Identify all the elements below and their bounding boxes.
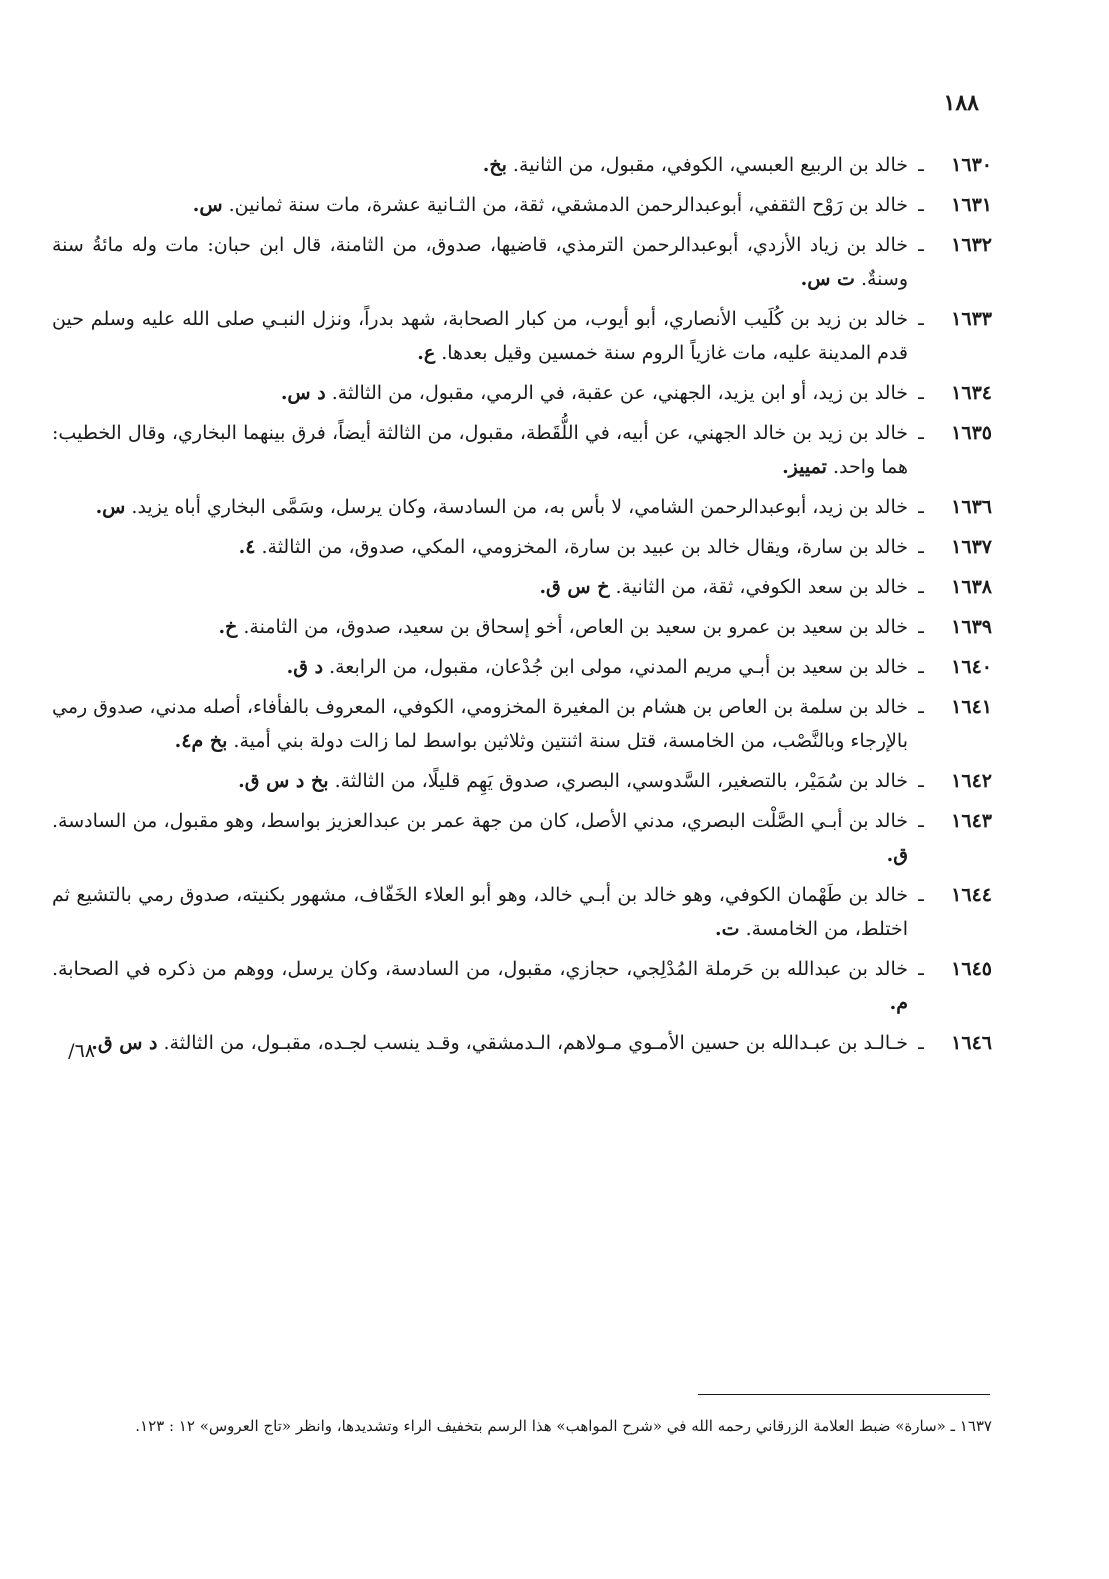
entry [52,188,992,222]
entry-text [52,952,908,1020]
entry-dash: ـ [918,884,924,906]
entry-text [52,188,908,222]
entry [52,302,992,370]
entry-dash: ـ [918,382,924,404]
entry-text [52,878,908,946]
entry-body: خالد بن سلمة بن العاص بن هشام بن المغيرة المخزومي، الكوفي، المعروف بالفأفاء، أصله مدني، صدوق رمي بالإرجاء وبالنَّصْب، من الخامسة، قتل سنة اثنتين وثلاثين بواسط لما زالت دولة بني أمية. [52,696,908,752]
entry [52,764,992,798]
entry-dash: ـ [918,1032,924,1054]
entry-codes: ت. [715,918,740,940]
entry-number: ١٦٣٩ [951,616,992,638]
entry [52,148,992,182]
entry-text [52,228,908,296]
entry [52,610,992,644]
entry-text [52,148,908,182]
footnote-separator [698,1394,990,1395]
entry-dash: ـ [918,536,924,558]
entry [52,1026,992,1060]
entry-body: خالد بن زيد، أبوعبدالرحمن الشامي، لا بأس به، من السادسة، وكان يرسل، وسَمَّى البخاري أباه يزيد. [131,496,908,518]
entry-number: ١٦٣٨ [951,576,992,598]
entry-number: ١٦٣١ [951,194,992,216]
entry-text [52,490,908,524]
entry-dash: ـ [918,308,924,330]
entry [52,530,992,564]
entry-text [52,764,908,798]
entry [52,650,992,684]
entry-dash: ـ [918,958,924,980]
entry [52,952,992,1020]
entry-number: ١٦٣٢ [951,234,992,256]
entry-body: خـالـد بن عبـدالله بن حسين الأمـوي مـولاهم، الـدمشقي، وقـد ينسب لجـده، مقبـول، من الثالثة. [163,1032,908,1054]
entry-number: ١٦٤٥ [951,958,992,980]
entry-codes: بخ د س ق. [238,770,329,792]
entry-codes: د س ق. [91,1032,158,1054]
entry-codes: خ. [218,616,238,638]
entry-body: خالد بن طَهْمان الكوفي، وهو خالد بن أبـي خالد، وهو أبو العلاء الخَفّاف، مشهور بكنيته، صدوق رمي بالتشيع ثم اختلط، من الخامسة. [52,884,908,940]
entry-codes: ق. [886,844,908,866]
entry-number: ١٦٤٣ [951,810,992,832]
entry-dash: ـ [918,194,924,216]
entry [52,228,992,296]
entry-body: خالد بن سارة، ويقال خالد بن عبيد بن سارة، المخزومي، المكي، صدوق، من الثالثة. [261,536,908,558]
entry [52,376,992,410]
entry-dash: ـ [918,422,924,444]
entry-codes: م. [889,992,908,1014]
entry-codes: د س. [280,382,326,404]
entry-number: ١٦٣٧ [951,536,992,558]
entry-number: ١٦٤٠ [951,656,992,678]
entry-codes: بخ م٤. [174,730,228,752]
entry-number: ١٦٣٣ [951,308,992,330]
entry-text [52,302,908,370]
entry-body: خالد بن الربيع العبسي، الكوفي، مقبول، من الثانية. [512,154,908,176]
entry-number: ١٦٣٥ [951,422,992,444]
entries-list [52,148,992,1066]
entry-body: خالد بن سعد الكوفي، ثقة، من الثانية. [615,576,908,598]
entry-text [52,416,908,484]
margin-note: ٦٨/ [68,1040,95,1062]
entry-dash: ـ [918,576,924,598]
entry-text [52,1026,908,1060]
entry-text [52,804,908,872]
entry-codes: س. [95,496,126,518]
entry-body: خالد بن عبدالله بن حَرملة المُدْلِجي، حجازي، مقبول، من السادسة، وكان يرسل، ووهم من ذكره في الصحابة. [52,958,908,980]
entry [52,490,992,524]
entry-number: ١٦٤٢ [951,770,992,792]
entry-dash: ـ [918,770,924,792]
entry-body: خالد بن أبـي الصَّلْت البصري، مدني الأصل، كان من جهة عمر بن عبدالعزيز بواسط، وهو مقبول، من السادسة. [52,810,908,832]
entry [52,878,992,946]
entry-body: خالد بن سُمَيْر، بالتصغير، السَّدوسي، البصري، صدوق يَهِم قليلًا، من الثالثة. [334,770,908,792]
entry-codes: ع. [417,342,436,364]
entry-codes: ٤. [238,536,256,558]
entry-body: خالد بن سعيد بن أبـي مريم المدني، مولى ابن جُدْعان، مقبول، من الرابعة. [329,656,908,678]
entry-body: خالد بن زيد، أو ابن يزيد، الجهني، عن عقبة، في الرمي، مقبول، من الثالثة. [331,382,908,404]
entry-text [52,690,908,758]
entry-number: ١٦٣٦ [951,496,992,518]
entry-dash: ـ [918,496,924,518]
entry-text [52,610,908,644]
entry-text [52,376,908,410]
entry [52,416,992,484]
entry-codes: ت س. [800,268,855,290]
entry [52,804,992,872]
entry-text [52,570,908,604]
entry-codes: د ق. [286,656,324,678]
entry-number: ١٦٤١ [951,696,992,718]
entry-codes: س. [192,194,223,216]
entry-body: خالد بن زيد بن كُلَيب الأنصاري، أبو أيوب، من كبار الصحابة، شهد بدراً، ونزل النبـي صلى الله عليه وسلم حين قدم المدينة عليه، مات غازياً الروم سنة خمسين وقيل بعدها. [52,308,908,364]
entry-dash: ـ [918,234,924,256]
entry-dash: ـ [918,616,924,638]
entry-body: خالد بن رَوْح الثقفي، أبوعبدالرحمن الدمشقي، ثقة، من الثـانية عشرة، مات سنة ثمانين. [228,194,908,216]
entry-codes: خ س ق. [539,576,610,598]
entry-codes: تمييز. [782,456,827,478]
entry-dash: ـ [918,154,924,176]
entry-text [52,530,908,564]
entry-body: خالد بن زياد الأزدي، أبوعبدالرحمن الترمذي، قاضيها، صدوق، من الثامنة، قال ابن حبان: مات وله مائةُ سنة وسنةٌ. [52,234,908,290]
entry-number: ١٦٣٤ [951,382,992,404]
entry [52,690,992,758]
entry-codes: بخ. [482,154,507,176]
entry-dash: ـ [918,696,924,718]
entry-number: ١٦٣٠ [951,154,992,176]
entry-number: ١٦٤٤ [951,884,992,906]
entry [52,570,992,604]
footnote: ١٦٣٧ ـ «سارة» ضبط العلامة الزرقاني رحمه الله في «شرح المواهب» هذا الرسم بتخفيف الراء وتشديدها، وانظر «تاج العروس» ١٢ : ١٢٣. [135,1417,992,1435]
entry-dash: ـ [918,656,924,678]
page-number: ١٨٨ [943,90,979,116]
entry-number: ١٦٤٦ [951,1032,992,1054]
entry-text [52,650,908,684]
entry-body: خالد بن زيد بن خالد الجهني، عن أبيه، في اللُّقَطة، مقبول، من الثالثة أيضاً، فرق بينهما البخاري، وقال الخطيب: هما واحد. [52,422,908,478]
entry-body: خالد بن سعيد بن عمرو بن سعيد بن العاص، أخو إسحاق بن سعيد، صدوق، من الثامنة. [243,616,908,638]
entry-dash: ـ [918,810,924,832]
